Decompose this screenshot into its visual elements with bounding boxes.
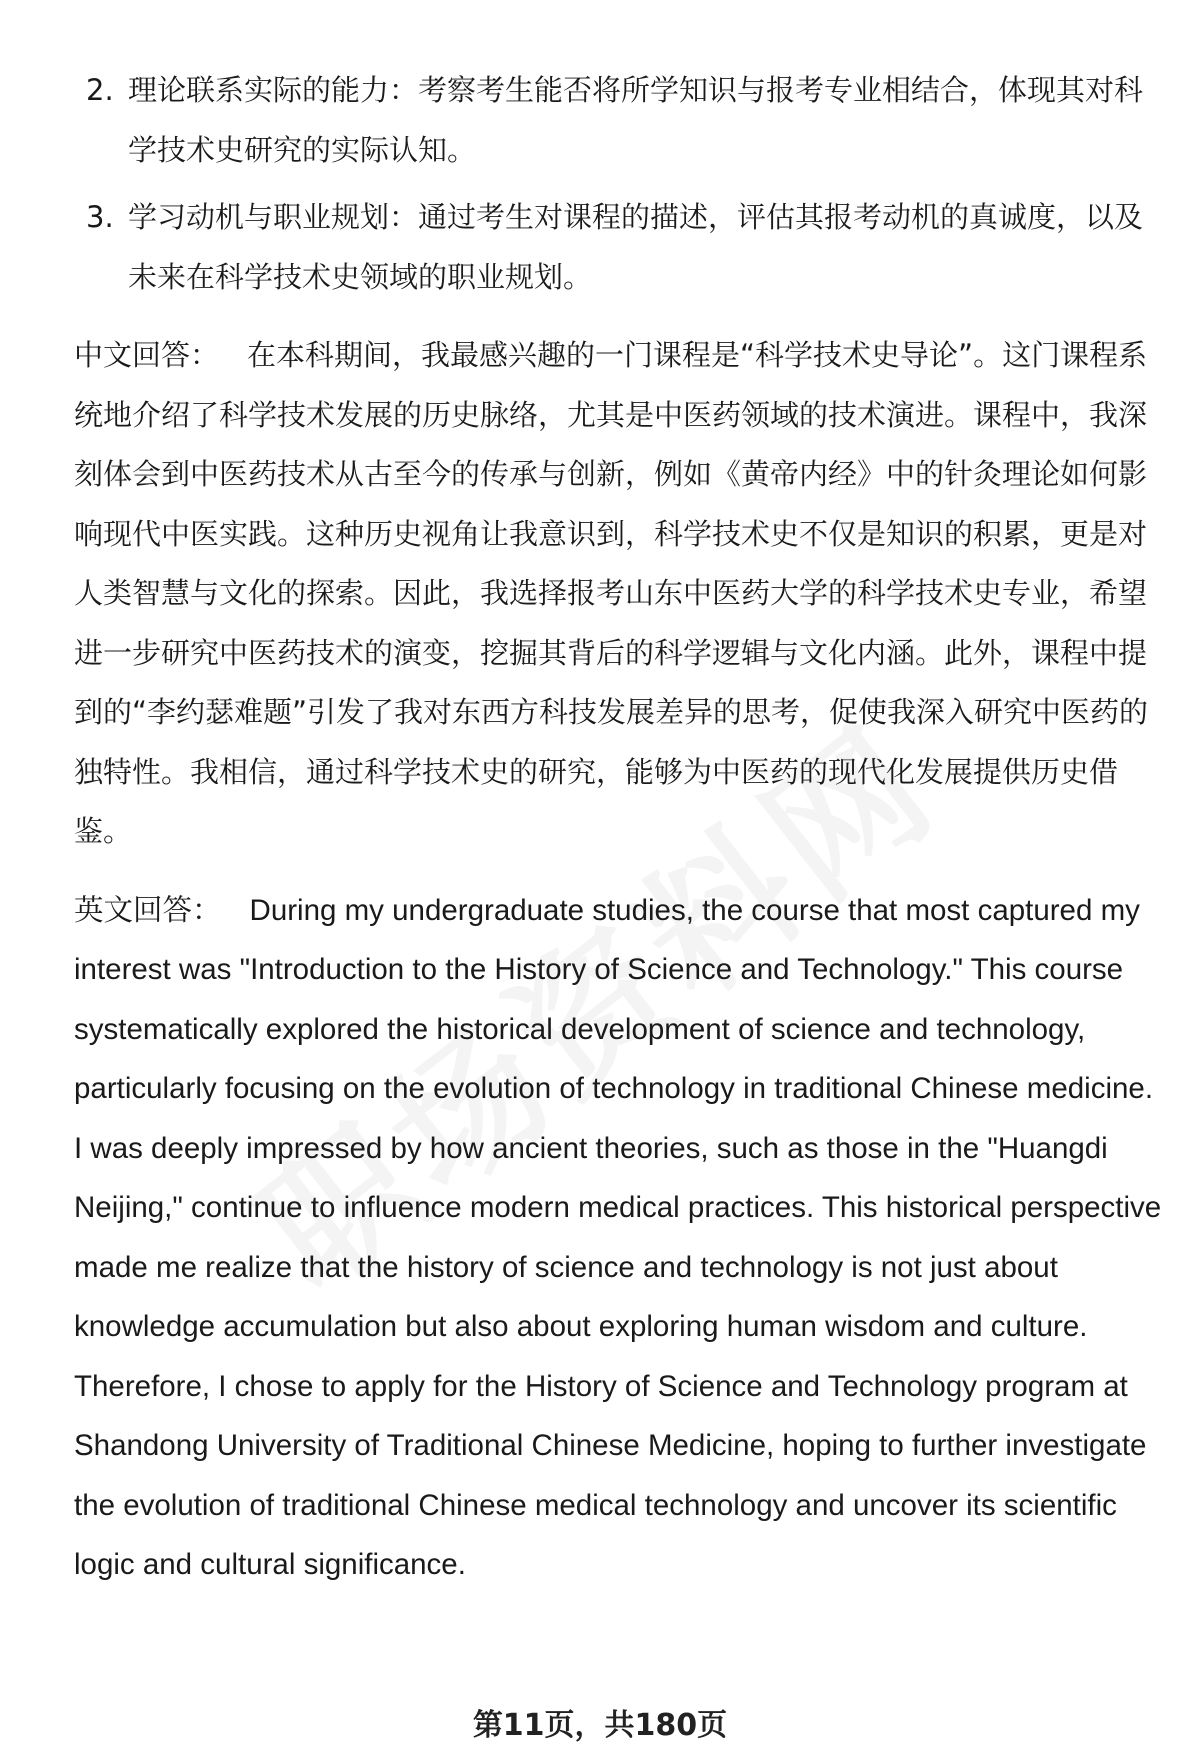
page-number-footer: 第11页，共180页 bbox=[472, 1708, 728, 1743]
chinese-answer-text: 在本科期间，我最感兴趣的一门课程是“科学技术史导论”。这门课程系统地介绍了科学技术发展的历史脉络，尤其是中医药领域的技术演进。课程中，我深刻体会到中医药技术从古至今的传承与创新，例如《黄帝内经》中的针灸理论如何影响现代中医实践。这种历史视角让我意识到，科学技术史不仅是知识的积累，更是对人类智慧与文化的探索。因此，我选择报考山东中医药大学的科学技术史专业，希望进一步研究中医药技术的演变，挖掘其背后的科学逻辑与文化内涵。此外，课程中提到的“李约瑟难题”引发了我对东西方科技发展差异的思考，促使我深入研究中医药的独特性。我相信，通过科学技术史的研究，能够为中医药的现代化发展提供历史借鉴。 bbox=[74, 338, 1149, 848]
chinese-answer-label: 中文回答： bbox=[74, 338, 220, 372]
document-page bbox=[74, 60, 1164, 1595]
chinese-answer-paragraph bbox=[74, 326, 1164, 862]
list-item-text: 学习动机与职业规划：通过考生对课程的描述，评估其报考动机的真诚度，以及未来在科学技术史领域的职业规划。 bbox=[128, 200, 1144, 294]
list-item bbox=[74, 187, 1164, 307]
criteria-list bbox=[74, 60, 1164, 307]
list-item-text: 理论联系实际的能力：考察考生能否将所学知识与报考专业相结合，体现其对科学技术史研究的实际认知。 bbox=[128, 73, 1144, 167]
list-item-number: 2. bbox=[86, 73, 114, 107]
english-answer-paragraph bbox=[74, 881, 1164, 1595]
english-answer-label: 英文回答： bbox=[74, 892, 222, 927]
english-answer-text: During my undergraduate studies, the course that most captured my interest was "Introduction to the History of Science and Technology." This course systematically explored the historical development of science and technology, particularly focusing on the evolution of technology in traditional Chinese medicine. I was deeply impressed by how ancient theories, such as those in the "Huangdi Neijing," continue to influence modern medical practices. This historical perspective made me realize that the history of science and technology is not just about knowledge accumulation but also about exploring human wisdom and culture. Therefore, I chose to apply for the History of Science and Technology program at Shandong University of Traditional Chinese Medicine, hoping to further investigate the evolution of traditional Chinese medical technology and uncover its scientific logic and cultural significance. bbox=[74, 893, 1162, 1581]
list-item bbox=[74, 60, 1164, 180]
list-item-number: 3. bbox=[86, 200, 114, 234]
